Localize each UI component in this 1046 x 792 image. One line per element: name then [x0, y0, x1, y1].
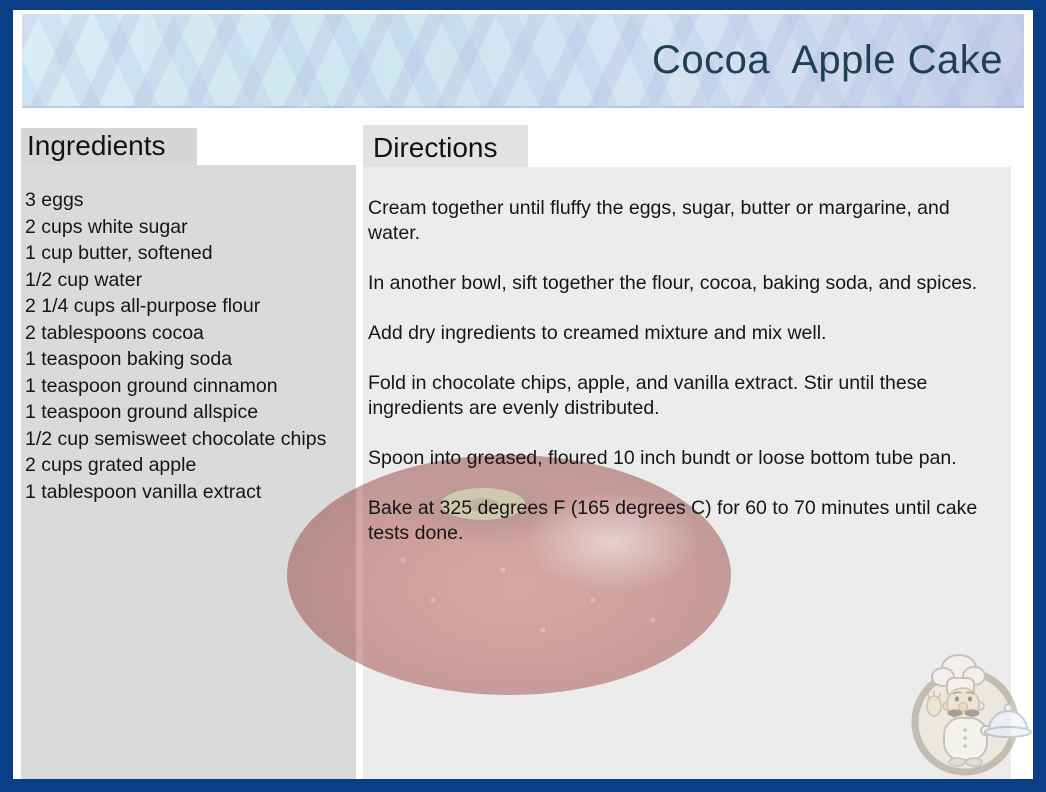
ingredient-item: 1 teaspoon ground cinnamon — [25, 374, 278, 397]
direction-step: In another bowl, sift together the flour, cocoa, baking soda, and spices. — [368, 272, 978, 294]
ingredient-item: 3 eggs — [25, 189, 84, 211]
ingredient-item: 2 cups white sugar — [25, 215, 188, 238]
ingredient-item: 1 teaspoon ground allspice — [25, 401, 259, 423]
ingredient-item: 1 tablespoon vanilla extract — [25, 480, 262, 503]
direction-step: Bake at 325 degrees F (165 degrees C) for 60 to 70 minutes until cake tests done. — [368, 497, 978, 544]
ingredient-item: 2 1/4 cups all-purpose flour — [25, 295, 261, 317]
direction-step: Add dry ingredients to creamed mixture and mix well. — [368, 322, 827, 344]
directions-steps — [363, 167, 1011, 571]
direction-step: Cream together until fluffy the eggs, sugar, butter or margarine, and water. — [368, 197, 950, 244]
ingredient-item: 1/2 cup water — [25, 268, 143, 291]
direction-step: Fold in chocolate chips, apple, and vanilla extract. Stir until these ingredients are evenly distributed. — [368, 372, 928, 419]
recipe-page — [13, 10, 1033, 779]
directions-heading: Directions — [363, 125, 528, 167]
ingredients-list — [21, 187, 356, 505]
ingredients-heading: Ingredients — [21, 128, 197, 165]
ingredient-item: 2 tablespoons cocoa — [25, 321, 204, 344]
direction-step: Spoon into greased, floured 10 inch bundt or loose bottom tube pan. — [368, 447, 957, 469]
ingredient-item: 2 cups grated apple — [25, 454, 197, 476]
ingredient-item: 1/2 cup semisweet chocolate chips — [25, 427, 327, 450]
page-title: Cocoa Apple Cake — [652, 37, 1003, 82]
ingredient-item: 1 teaspoon baking soda — [25, 348, 233, 370]
ingredient-item: 1 cup butter, softened — [25, 242, 213, 264]
header-banner — [22, 14, 1024, 108]
